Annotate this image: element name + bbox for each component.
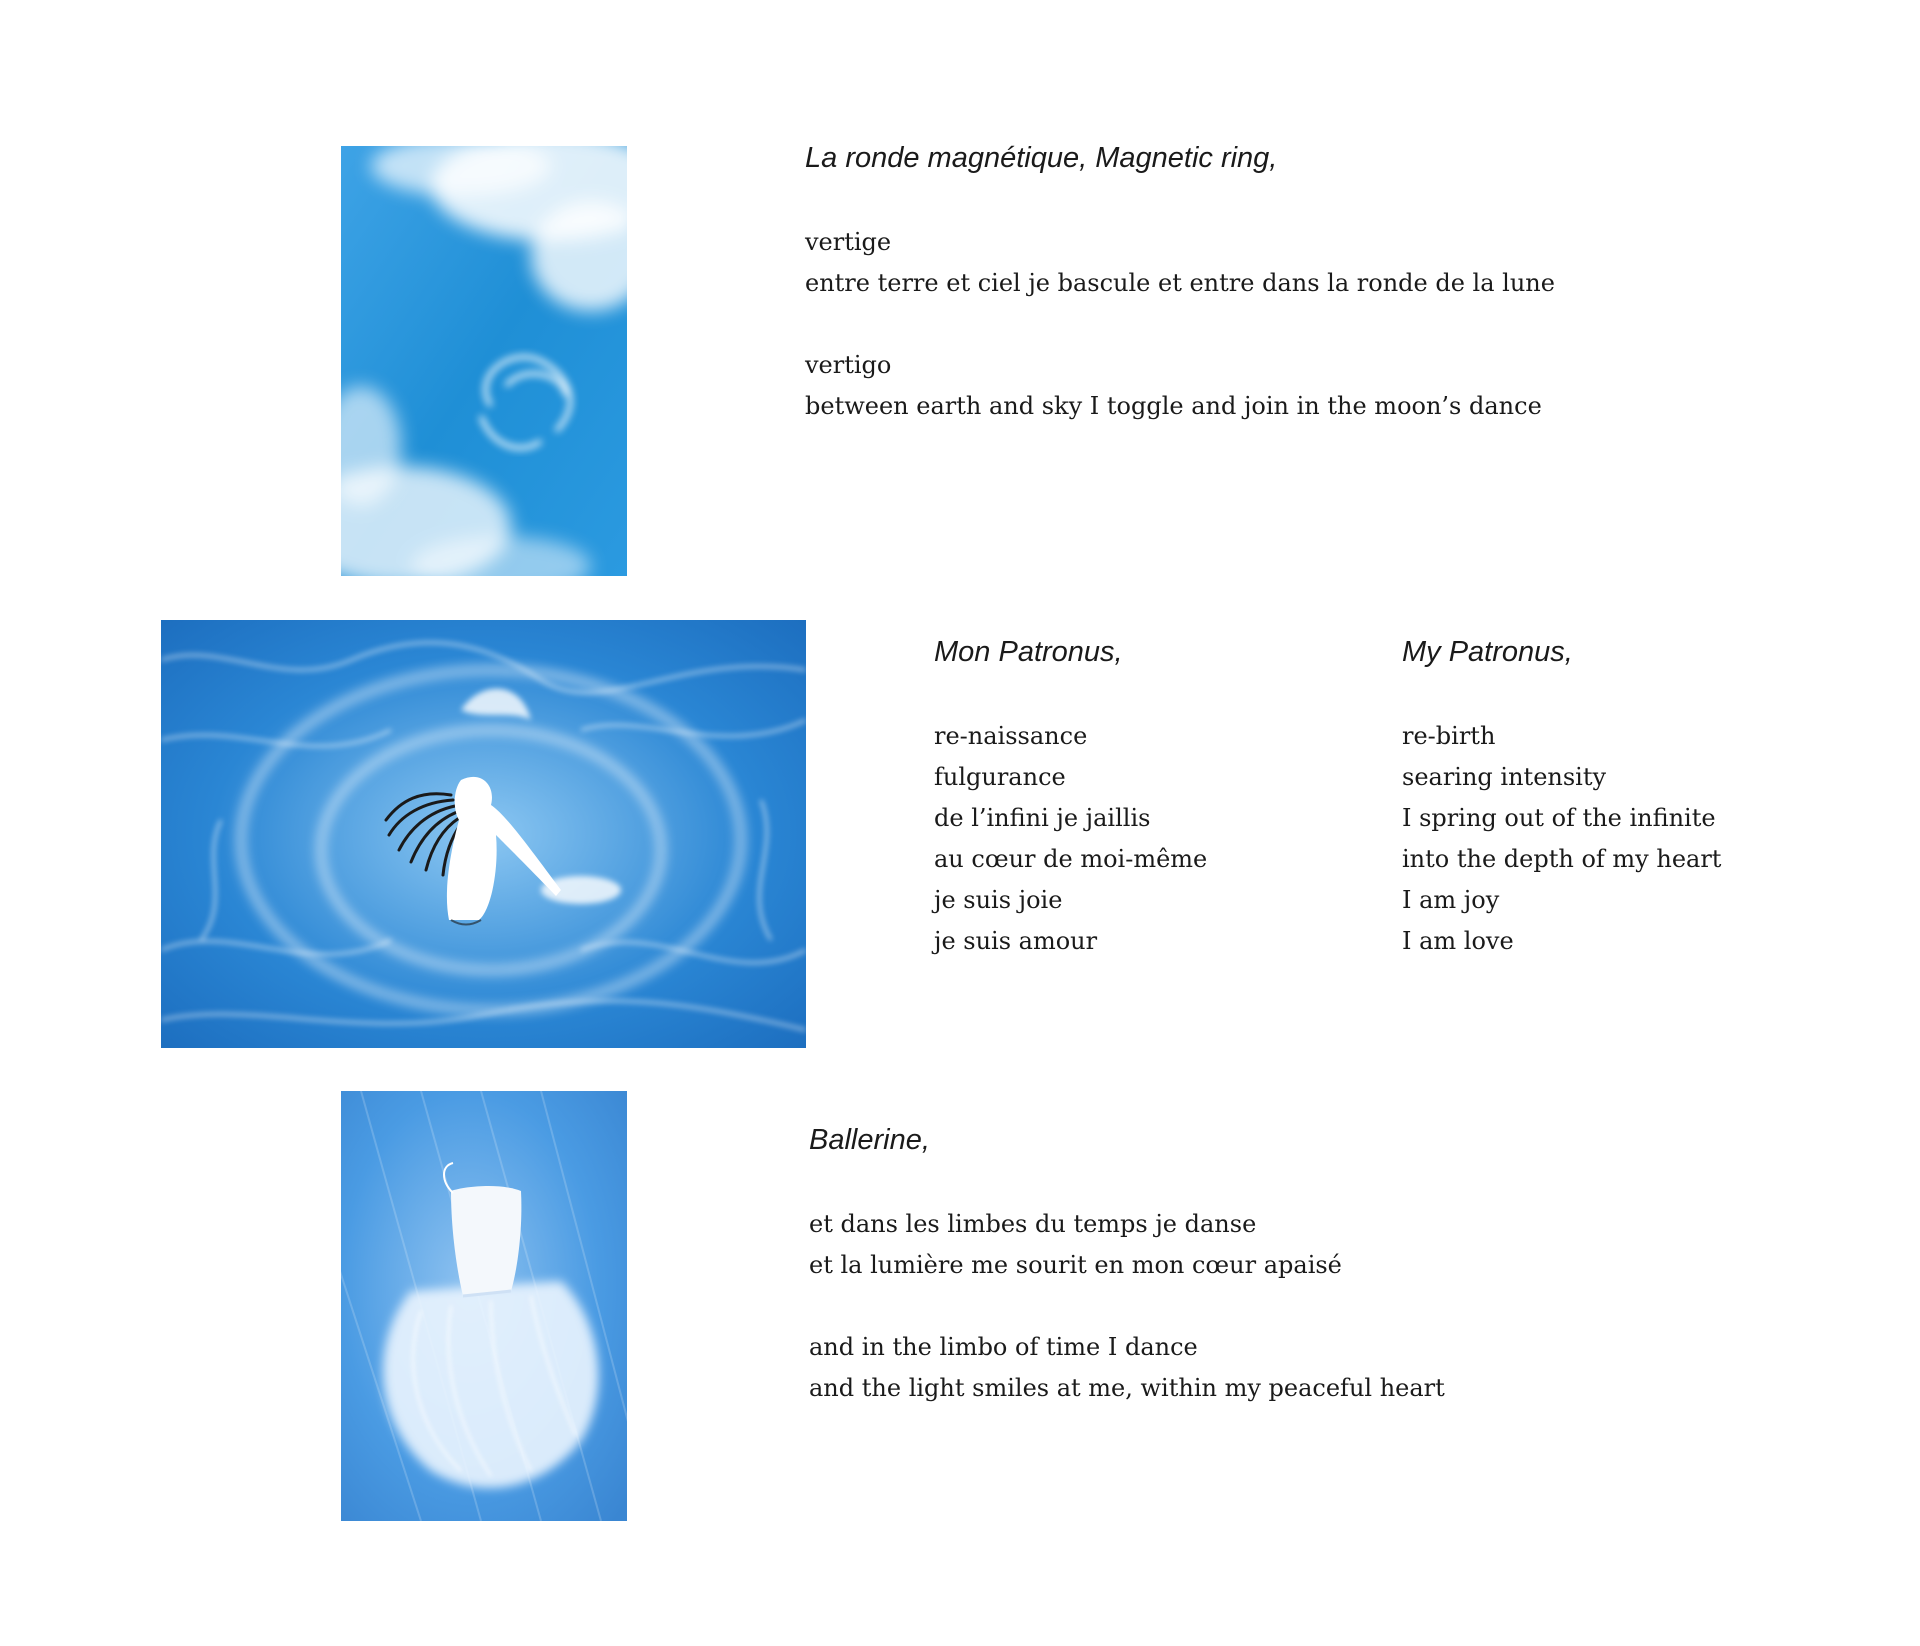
poem-line: et dans les limbes du temps je danse bbox=[809, 1210, 1257, 1238]
poem-line: into the depth of my heart bbox=[1402, 845, 1722, 873]
section2-english-poem bbox=[1402, 716, 1721, 962]
swimmer-splash-icon bbox=[161, 620, 806, 1048]
stanza-gap bbox=[809, 1286, 1445, 1327]
poem-line: fulgurance bbox=[934, 763, 1066, 791]
section2-french-poem bbox=[934, 716, 1207, 962]
poem-line: I spring out of the infinite bbox=[1402, 804, 1716, 832]
poem-line: I am joy bbox=[1402, 886, 1500, 914]
sky-clouds-photo bbox=[341, 146, 627, 576]
poem-line: entre terre et ciel je bascule et entre dans la ronde de la lune bbox=[805, 269, 1555, 297]
poem-line: searing intensity bbox=[1402, 763, 1607, 791]
poem-line: I am love bbox=[1402, 927, 1514, 955]
section2-french-title: Mon Patronus, bbox=[934, 636, 1123, 668]
poem-line: et la lumière me sourit en mon cœur apaisé bbox=[809, 1251, 1342, 1279]
poem-line: between earth and sky I toggle and join in the moon’s dance bbox=[805, 392, 1542, 420]
section1-title: La ronde magnétique, Magnetic ring, bbox=[805, 142, 1278, 174]
tutu-dress-photo bbox=[341, 1091, 627, 1521]
section1-poem bbox=[805, 222, 1555, 427]
poem-line: re-birth bbox=[1402, 722, 1496, 750]
poem-line: vertige bbox=[805, 228, 892, 256]
section3-title: Ballerine, bbox=[809, 1124, 930, 1156]
swimmer-water-photo bbox=[161, 620, 806, 1048]
section2-english-title: My Patronus, bbox=[1402, 636, 1573, 668]
poem-line: au cœur de moi-même bbox=[934, 845, 1208, 873]
poem-line: vertigo bbox=[805, 351, 892, 379]
poem-line: je suis joie bbox=[934, 886, 1063, 914]
section3-poem bbox=[809, 1204, 1445, 1409]
poem-line: and the light smiles at me, within my peaceful heart bbox=[809, 1374, 1445, 1402]
tutu-dress-icon bbox=[341, 1091, 627, 1521]
poem-line: re-naissance bbox=[934, 722, 1088, 750]
poem-line: de l’infini je jaillis bbox=[934, 804, 1151, 832]
stanza-gap bbox=[805, 304, 1555, 345]
poem-line: je suis amour bbox=[934, 927, 1098, 955]
sky-clouds-icon bbox=[341, 146, 627, 576]
poem-line: and in the limbo of time I dance bbox=[809, 1333, 1198, 1361]
